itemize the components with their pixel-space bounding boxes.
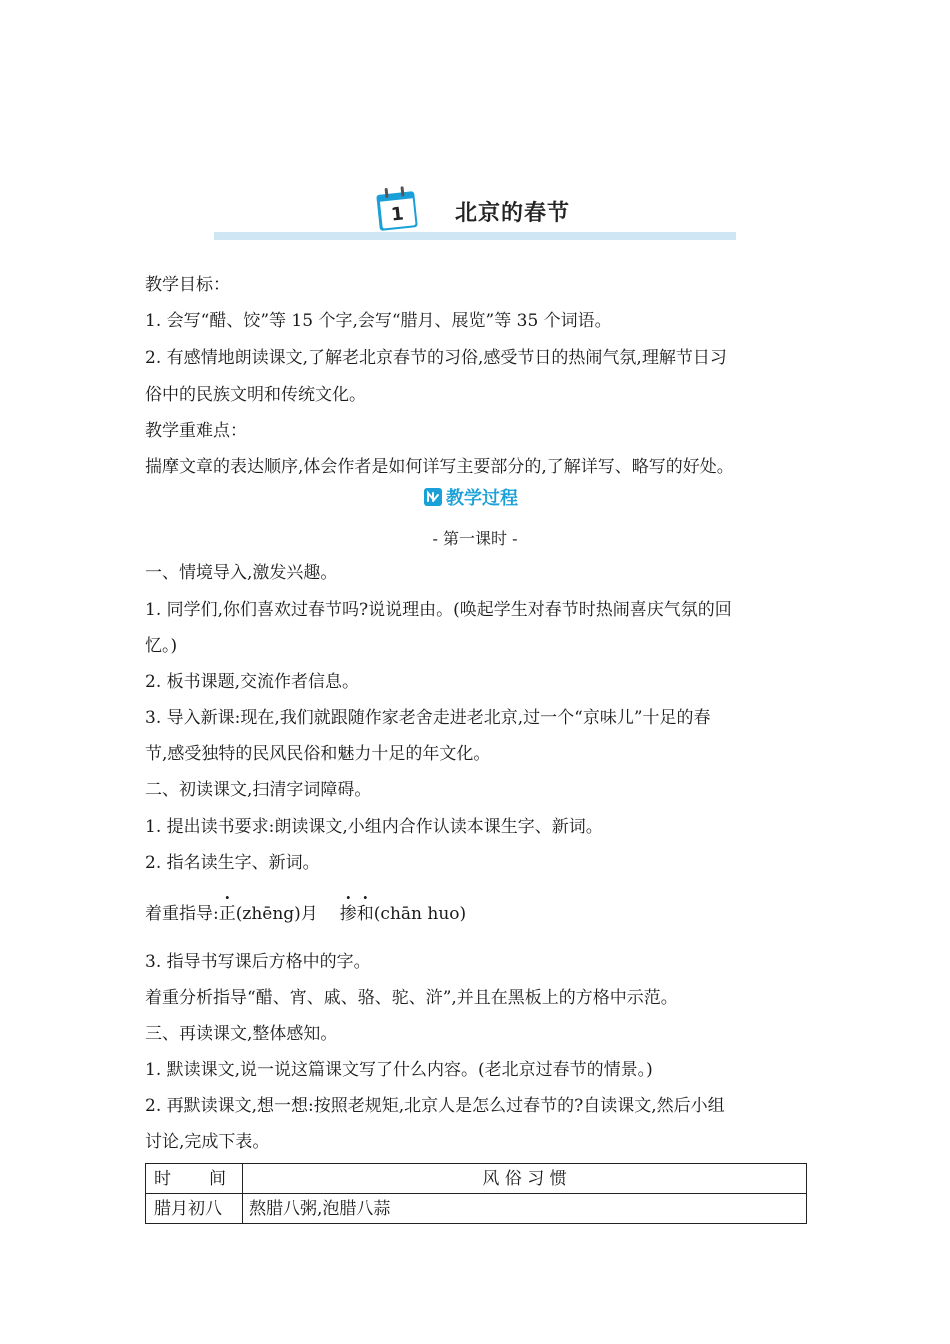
key-points-heading: 教学重难点：: [145, 421, 247, 441]
cell-time: 腊月初八: [146, 1194, 243, 1224]
step-item-cont: 节,感受独特的民风民俗和魅力十足的年文化。: [145, 744, 491, 764]
class-period-label: - 第一课时 -: [432, 529, 518, 548]
lesson-header: [214, 182, 736, 242]
section-heading: [424, 485, 518, 509]
step-heading: 三、再读课文,整体感知。: [145, 1024, 338, 1044]
cell-custom: 熬腊八粥,泡腊八蒜: [243, 1194, 807, 1224]
calendar-icon: [376, 186, 420, 232]
pinyin: (chān huo): [373, 904, 467, 924]
emphasized-char: 和: [356, 904, 374, 924]
customs-table: [145, 1163, 807, 1224]
goal-item: 1. 会写“醋、饺”等 15 个字,会写“腊月、展览”等 35 个词语。: [145, 311, 612, 331]
title-underline-bar: [214, 232, 736, 240]
word-rest: 月: [300, 904, 318, 924]
section-badge-icon: [424, 488, 442, 506]
emphasized-char: 掺: [339, 904, 357, 924]
goals-heading: 教学目标：: [145, 275, 230, 295]
step-item: 2. 指名读生字、新词。: [145, 853, 320, 873]
step-item: 1. 默读课文,说一说这篇课文写了什么内容。(老北京过春节的情景。): [145, 1060, 653, 1080]
table-row: [146, 1194, 807, 1224]
header-custom: 风 俗 习 惯: [243, 1164, 807, 1194]
step-item: 1. 同学们,你们喜欢过春节吗?说说理由。(唤起学生对春节时热闹喜庆气氛的回: [145, 600, 732, 620]
key-points-text: 揣摩文章的表达顺序,体会作者是如何详写主要部分的,了解详写、略写的好处。: [145, 457, 734, 477]
step-item-cont: 忆。): [145, 636, 178, 656]
lesson-number: 1: [390, 203, 405, 226]
pinyin: (zhēng): [235, 904, 301, 924]
step-heading: 二、初读课文,扫清字词障碍。: [145, 780, 372, 800]
step-heading: 一、情境导入,激发兴趣。: [145, 563, 338, 583]
goal-item-cont: 俗中的民族文明和传统文化。: [145, 385, 366, 405]
header-time: 时 间: [146, 1164, 243, 1194]
emphasized-char: 正: [218, 904, 236, 924]
step-item: 1. 提出读书要求:朗读课文,小组内合作认读本课生字、新词。: [145, 817, 603, 837]
goal-item: 2. 有感情地朗读课文,了解老北京春节的习俗,感受节日的热闹气氛,理解节日习: [145, 348, 727, 368]
section-title: 教学过程: [446, 488, 518, 509]
guide-label: 着重指导:: [145, 904, 219, 924]
step-item-detail: 着重分析指导“醋、宵、戚、骆、驼、浒”,并且在黑板上的方格中示范。: [145, 988, 678, 1008]
table-header-row: [146, 1164, 807, 1194]
step-item: 2. 再默读课文,想一想:按照老规矩,北京人是怎么过春节的?自读课文,然后小组: [145, 1096, 725, 1116]
step-item: 2. 板书课题,交流作者信息。: [145, 672, 360, 692]
pronunciation-guide: [145, 903, 466, 925]
step-item-cont: 讨论,完成下表。: [145, 1132, 270, 1152]
step-item: 3. 指导书写课后方格中的字。: [145, 952, 371, 972]
lesson-title: 北京的春节: [455, 201, 571, 226]
step-item: 3. 导入新课:现在,我们就跟随作家老舍走进老北京,过一个“京味儿”十足的春: [145, 708, 711, 728]
